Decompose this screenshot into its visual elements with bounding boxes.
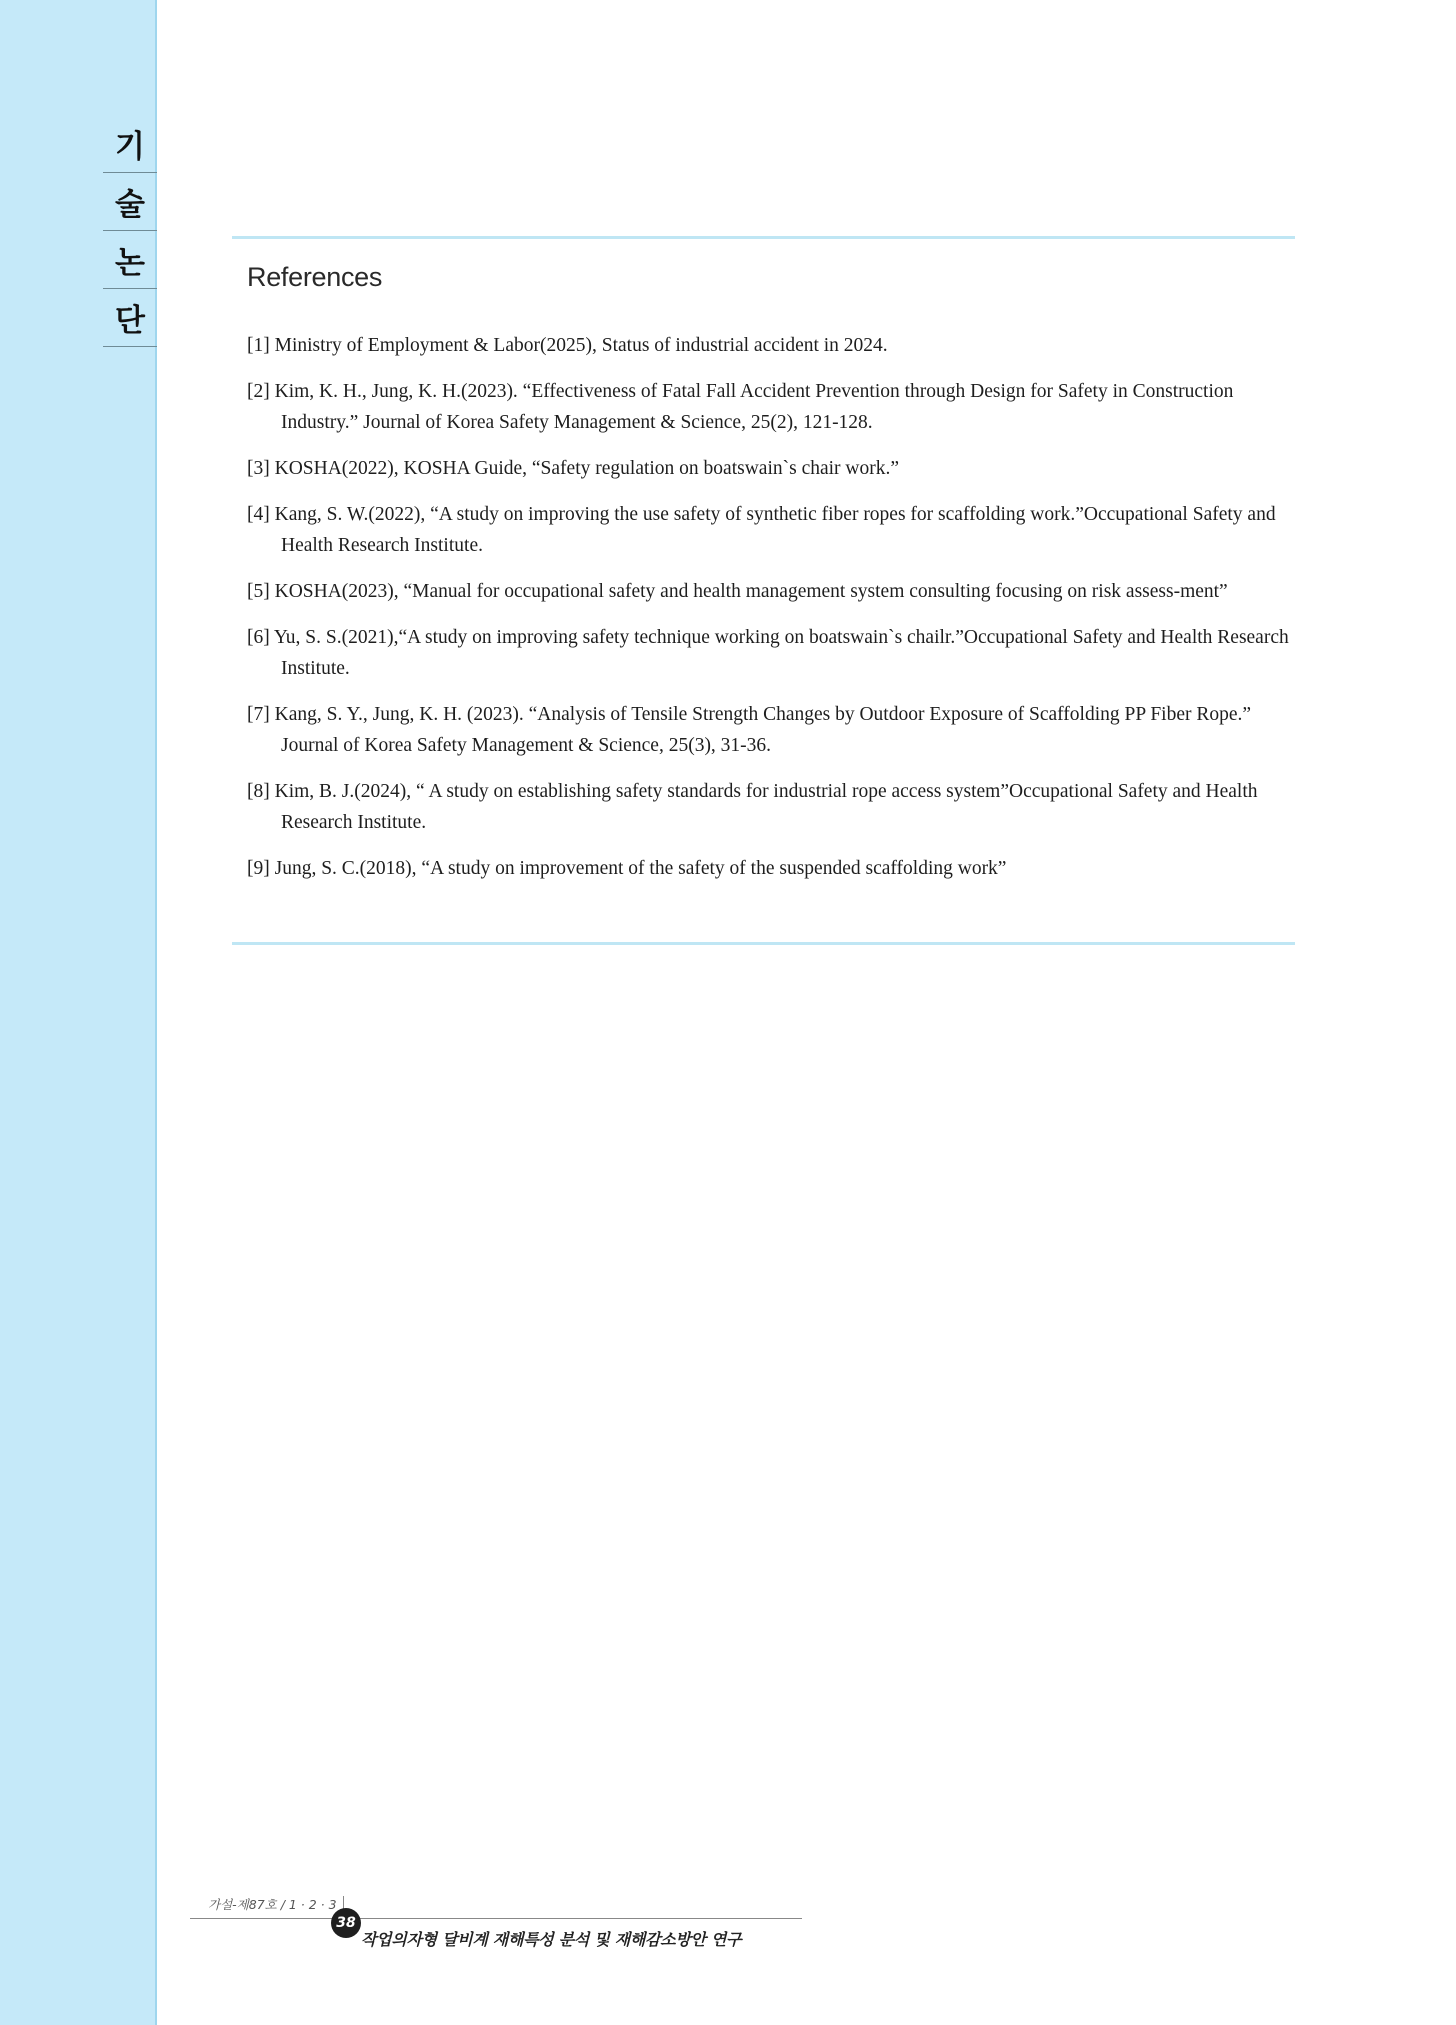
section-title-char: 기 — [103, 115, 157, 173]
section-title-char: 논 — [103, 231, 157, 289]
page-number-badge: 38 — [331, 1908, 361, 1938]
reference-item: [1] Ministry of Employment & Labor(2025), Status of industrial accident in 2024. — [247, 335, 888, 356]
footer-rule — [190, 1918, 802, 1919]
references-heading: References — [247, 262, 383, 292]
reference-item: [6] Yu, S. S.(2021),“A study on improving safety technique working on boatswain`s chailr.”Occupational Safety and Health Research Institute. — [247, 627, 1289, 679]
section-title-vertical — [103, 115, 157, 347]
reference-item: [8] Kim, B. J.(2024), “ A study on establishing safety standards for industrial rope access system”Occupational Safety and Health Research Institute. — [247, 781, 1258, 833]
footer-article-title: 작업의자형 달비계 재해특성 분석 및 재해감소방안 연구 — [361, 1930, 742, 1949]
references-list — [247, 330, 1292, 899]
footer-issue-info: 가설-제87호 / 1 · 2 · 3 — [208, 1897, 337, 1912]
reference-item: [5] KOSHA(2023), “Manual for occupational safety and health management system consulting focusing on risk assess-ment” — [247, 581, 1228, 602]
reference-item: [7] Kang, S. Y., Jung, K. H. (2023). “Analysis of Tensile Strength Changes by Outdoor Exposure of Scaffolding PP Fiber Rope.” Journal of Korea Safety Management & Science, 25(3), 31-36. — [247, 704, 1252, 756]
reference-item: [9] Jung, S. C.(2018), “A study on improvement of the safety of the suspended scaffolding work” — [247, 858, 1007, 879]
section-title-char: 술 — [103, 173, 157, 231]
reference-item: [3] KOSHA(2022), KOSHA Guide, “Safety regulation on boatswain`s chair work.” — [247, 458, 900, 479]
references-top-rule — [232, 236, 1295, 239]
reference-item: [4] Kang, S. W.(2022), “A study on improving the use safety of synthetic fiber ropes for scaffolding work.”Occupational Safety and Health Research Institute. — [247, 504, 1276, 556]
references-bottom-rule — [232, 942, 1295, 945]
reference-item: [2] Kim, K. H., Jung, K. H.(2023). “Effectiveness of Fatal Fall Accident Prevention through Design for Safety in Construction Industry.” Journal of Korea Safety Management & Science, 25(2), 121-128. — [247, 381, 1234, 433]
section-title-char: 단 — [103, 289, 157, 347]
